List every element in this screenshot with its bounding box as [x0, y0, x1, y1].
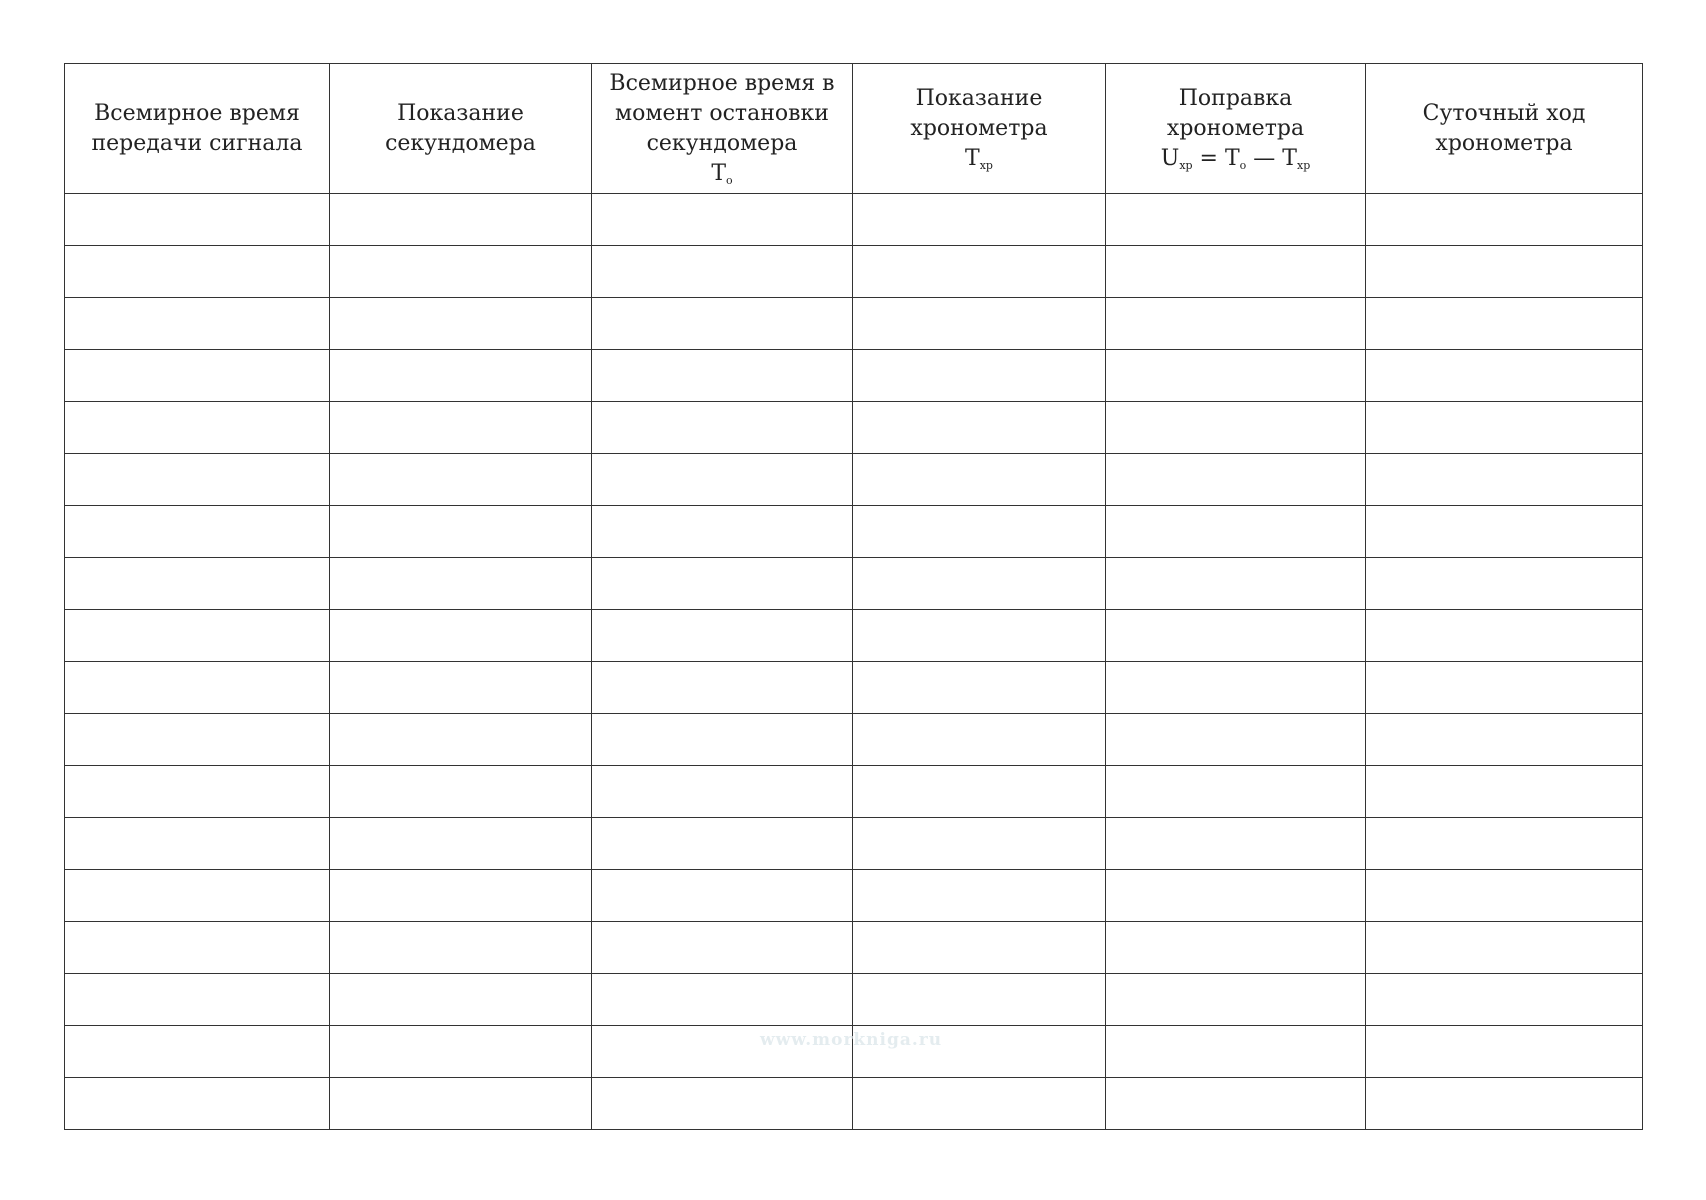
table-cell[interactable] — [592, 974, 853, 1026]
header-text: Поправка — [1178, 85, 1293, 111]
table-cell[interactable] — [330, 558, 592, 610]
table-cell[interactable] — [65, 766, 330, 818]
table-cell[interactable] — [1366, 662, 1643, 714]
table-cell[interactable] — [330, 402, 592, 454]
table-cell[interactable] — [65, 1078, 330, 1130]
table-row — [65, 350, 1643, 402]
table-cell[interactable] — [853, 402, 1106, 454]
table-cell[interactable] — [592, 246, 853, 298]
table-cell[interactable] — [592, 766, 853, 818]
formula-eq: = — [1192, 145, 1225, 171]
table-cell[interactable] — [1366, 506, 1643, 558]
header-stopwatch-reading — [330, 64, 592, 194]
table-cell[interactable] — [1106, 610, 1366, 662]
table-row — [65, 662, 1643, 714]
table-cell[interactable] — [853, 298, 1106, 350]
table-cell[interactable] — [853, 870, 1106, 922]
table-cell[interactable] — [65, 818, 330, 870]
table-row — [65, 766, 1643, 818]
table-cell[interactable] — [1366, 350, 1643, 402]
formula-lhs-sub: хр — [1179, 158, 1193, 172]
table-cell[interactable] — [1106, 298, 1366, 350]
table-cell[interactable] — [853, 662, 1106, 714]
header-text: Показание — [915, 85, 1043, 111]
table-cell[interactable] — [1106, 194, 1366, 246]
table-cell[interactable] — [1366, 974, 1643, 1026]
symbol-subscript: хр — [979, 158, 993, 172]
table-row — [65, 558, 1643, 610]
table-cell[interactable] — [853, 506, 1106, 558]
table-cell[interactable] — [330, 922, 592, 974]
table-cell[interactable] — [330, 662, 592, 714]
table-cell[interactable] — [853, 766, 1106, 818]
header-text: секундомера — [646, 130, 798, 156]
table-cell[interactable] — [592, 714, 853, 766]
table-cell[interactable] — [592, 298, 853, 350]
table-cell[interactable] — [853, 610, 1106, 662]
table-cell[interactable] — [853, 974, 1106, 1026]
header-text: хронометра — [1166, 115, 1305, 141]
table-row — [65, 818, 1643, 870]
table-cell[interactable] — [65, 246, 330, 298]
table-cell[interactable] — [330, 714, 592, 766]
table-cell[interactable] — [65, 974, 330, 1026]
table-cell[interactable] — [65, 610, 330, 662]
table-cell[interactable] — [65, 870, 330, 922]
table-row — [65, 922, 1643, 974]
header-text: передачи сигнала — [91, 130, 303, 156]
table-cell[interactable] — [330, 870, 592, 922]
header-text: хронометра — [1435, 130, 1573, 156]
table-row — [65, 454, 1643, 506]
table-cell[interactable] — [330, 194, 592, 246]
header-text: Всемирное время в — [609, 70, 835, 96]
table-cell[interactable] — [330, 350, 592, 402]
table-cell[interactable] — [853, 818, 1106, 870]
header-formula — [1112, 144, 1359, 174]
table-cell[interactable] — [65, 298, 330, 350]
table-cell[interactable] — [592, 662, 853, 714]
table-row — [65, 974, 1643, 1026]
table-row — [65, 402, 1643, 454]
table-row — [65, 714, 1643, 766]
table-cell[interactable] — [1106, 246, 1366, 298]
header-chronometer-reading — [853, 64, 1106, 194]
table-cell[interactable] — [1106, 454, 1366, 506]
table-cell[interactable] — [330, 610, 592, 662]
symbol-letter: T — [711, 160, 727, 186]
table-cell[interactable] — [1366, 194, 1643, 246]
formula-t2-sub: хр — [1296, 158, 1311, 172]
table-cell[interactable] — [1106, 506, 1366, 558]
table-cell[interactable] — [1106, 1026, 1366, 1078]
table-cell[interactable] — [592, 506, 853, 558]
formula-lhs: U — [1160, 145, 1180, 171]
table-cell[interactable] — [1106, 922, 1366, 974]
table-cell[interactable] — [65, 662, 330, 714]
table-cell[interactable] — [1106, 870, 1366, 922]
table-cell[interactable] — [1366, 766, 1643, 818]
table-cell[interactable] — [1106, 558, 1366, 610]
header-text: хронометра — [910, 115, 1048, 141]
table-cell[interactable] — [65, 350, 330, 402]
table-cell[interactable] — [1106, 662, 1366, 714]
table-cell[interactable] — [1366, 402, 1643, 454]
table-cell[interactable] — [592, 922, 853, 974]
table-cell[interactable] — [330, 766, 592, 818]
symbol-subscript: o — [726, 173, 733, 187]
table-cell[interactable] — [853, 1078, 1106, 1130]
header-symbol — [859, 144, 1099, 174]
formula-t1: T — [1224, 145, 1240, 171]
header-symbol — [598, 159, 846, 189]
chronometer-log-table — [64, 63, 1643, 1130]
table-cell[interactable] — [65, 454, 330, 506]
table-cell[interactable] — [592, 194, 853, 246]
table-cell[interactable] — [592, 610, 853, 662]
table-cell[interactable] — [592, 1078, 853, 1130]
table-cell[interactable] — [1366, 714, 1643, 766]
table-cell[interactable] — [65, 402, 330, 454]
table-cell[interactable] — [592, 350, 853, 402]
table-cell[interactable] — [330, 1026, 592, 1078]
formula-t2: T — [1282, 145, 1297, 171]
header-universal-time-signal — [65, 64, 330, 194]
table-cell[interactable] — [1366, 610, 1643, 662]
table-row — [65, 246, 1643, 298]
header-text: Всемирное время — [94, 100, 300, 126]
table-cell[interactable] — [1106, 974, 1366, 1026]
table-row — [65, 194, 1643, 246]
symbol-letter: T — [965, 145, 980, 171]
table-row — [65, 506, 1643, 558]
header-daily-rate — [1366, 64, 1643, 194]
table-cell[interactable] — [1366, 558, 1643, 610]
table-cell[interactable] — [1366, 454, 1643, 506]
formula-t1-sub: o — [1239, 158, 1247, 172]
table-cell[interactable] — [330, 246, 592, 298]
header-text: секундомера — [385, 130, 536, 156]
table-cell[interactable] — [65, 714, 330, 766]
table-cell[interactable] — [1106, 1078, 1366, 1130]
table-cell[interactable] — [853, 922, 1106, 974]
table-cell[interactable] — [853, 194, 1106, 246]
header-text: Суточный ход — [1422, 100, 1586, 126]
table-cell[interactable] — [1366, 818, 1643, 870]
table-cell[interactable] — [1366, 922, 1643, 974]
table-row — [65, 610, 1643, 662]
table-cell[interactable] — [853, 246, 1106, 298]
table-cell[interactable] — [330, 1078, 592, 1130]
table-cell[interactable] — [330, 454, 592, 506]
header-text: момент остановки — [615, 100, 829, 126]
formula-minus: — — [1246, 145, 1283, 171]
table-cell[interactable] — [1366, 246, 1643, 298]
table-row — [65, 870, 1643, 922]
table-cell[interactable] — [853, 558, 1106, 610]
table-cell[interactable] — [1366, 1026, 1643, 1078]
table-cell[interactable] — [853, 454, 1106, 506]
table-cell[interactable] — [592, 402, 853, 454]
table-cell[interactable] — [1366, 870, 1643, 922]
table-cell[interactable] — [65, 1026, 330, 1078]
table-cell[interactable] — [1366, 1078, 1643, 1130]
header-universal-time-stop — [592, 64, 853, 194]
table-row — [65, 1078, 1643, 1130]
table-cell[interactable] — [65, 922, 330, 974]
table-cell[interactable] — [330, 298, 592, 350]
table-cell[interactable] — [853, 350, 1106, 402]
table-cell[interactable] — [1106, 766, 1366, 818]
table-row — [65, 298, 1643, 350]
header-chronometer-correction — [1106, 64, 1366, 194]
table-cell[interactable] — [1106, 350, 1366, 402]
header-row — [65, 64, 1643, 194]
table-body — [65, 194, 1643, 1130]
table-cell[interactable] — [592, 870, 853, 922]
table-cell[interactable] — [330, 818, 592, 870]
table-cell[interactable] — [1106, 402, 1366, 454]
table-cell[interactable] — [65, 194, 330, 246]
table-cell[interactable] — [1366, 298, 1643, 350]
table-cell[interactable] — [65, 506, 330, 558]
table-cell[interactable] — [592, 454, 853, 506]
table-cell[interactable] — [1106, 818, 1366, 870]
header-text: Показание — [397, 100, 524, 126]
watermark: www.morkniga.ru — [760, 1030, 943, 1050]
table-cell[interactable] — [853, 714, 1106, 766]
table-cell[interactable] — [330, 506, 592, 558]
table-cell[interactable] — [1106, 714, 1366, 766]
table-cell[interactable] — [592, 558, 853, 610]
table-cell[interactable] — [330, 974, 592, 1026]
table-cell[interactable] — [65, 558, 330, 610]
table-cell[interactable] — [592, 818, 853, 870]
